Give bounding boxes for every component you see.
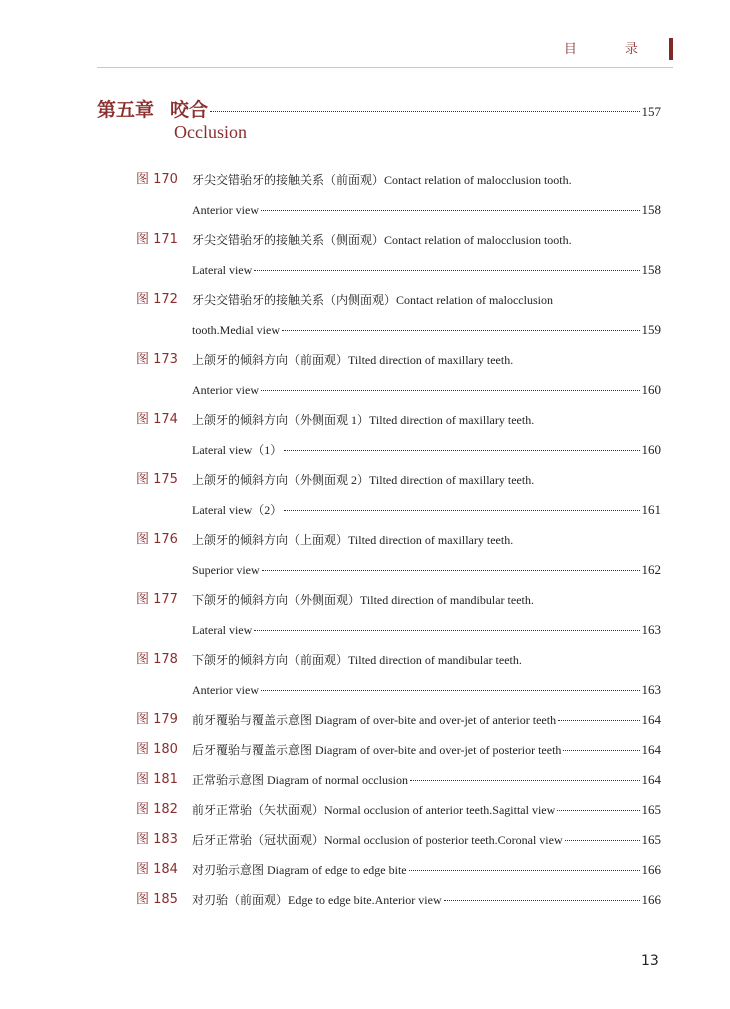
dot-leader — [563, 750, 639, 751]
entry-page: 162 — [641, 562, 661, 577]
entry-title: Lateral view — [192, 623, 253, 637]
entry-text-line — [192, 591, 661, 609]
entry-title: 牙尖交错骀牙的接触关系（前面观）Contact relation of malocclusion tooth. — [192, 173, 572, 187]
figure-label: 图 170 — [136, 172, 178, 187]
dot-leader — [261, 690, 640, 691]
entry-title: Anterior view — [192, 203, 259, 217]
toc-entry-line[interactable] — [0, 561, 730, 591]
entry-title: 前牙覆骀与覆盖示意图 Diagram of over-bite and over-jet of anterior teeth — [192, 713, 557, 727]
figure-label: 图 171 — [136, 232, 178, 247]
dot-leader — [565, 840, 640, 841]
entry-text-line — [192, 471, 661, 489]
toc-entry-line[interactable] — [0, 831, 730, 861]
entry-title: 正常骀示意图 Diagram of normal occlusion — [192, 773, 408, 787]
toc-entry-line[interactable] — [0, 291, 730, 321]
entry-text-line — [192, 411, 661, 429]
toc-entry-line[interactable] — [0, 621, 730, 651]
entry-title: 上颌牙的倾斜方向（上面观）Tilted direction of maxillary teeth. — [192, 533, 514, 547]
toc-entry-line[interactable] — [0, 201, 730, 231]
toc-entry-line[interactable] — [0, 891, 730, 921]
entry-title: 下颌牙的倾斜方向（前面观）Tilted direction of mandibular teeth. — [192, 653, 522, 667]
entry-title: 上颌牙的倾斜方向（前面观）Tilted direction of maxillary teeth. — [192, 353, 514, 367]
dot-leader — [261, 210, 640, 211]
entry-text-line — [192, 231, 661, 249]
entry-page: 164 — [641, 712, 661, 727]
entry-page: 163 — [641, 622, 661, 637]
entry-text-line — [192, 261, 661, 279]
toc-entry-line[interactable] — [0, 711, 730, 741]
entry-text-line — [192, 801, 661, 819]
toc-entry-line[interactable] — [0, 681, 730, 711]
chapter-title-cn: 咬合 — [170, 100, 209, 121]
figure-label: 图 176 — [136, 532, 178, 547]
figure-label: 图 182 — [136, 802, 178, 817]
toc-entry-line[interactable] — [0, 351, 730, 381]
page-number: 13 — [641, 953, 659, 969]
figure-label: 图 181 — [136, 772, 178, 787]
dot-leader — [282, 330, 640, 331]
entry-page: 161 — [641, 502, 661, 517]
entry-title: 上颌牙的倾斜方向（外侧面观 2）Tilted direction of maxillary teeth. — [192, 473, 535, 487]
entry-text-line — [192, 201, 661, 219]
entry-text-line — [192, 291, 661, 309]
entry-page: 164 — [641, 772, 661, 787]
toc-entry-line[interactable] — [0, 261, 730, 291]
figure-label: 图 178 — [136, 652, 178, 667]
chapter-number: 第五章 — [97, 100, 155, 121]
entry-text-line — [192, 771, 661, 789]
entry-title: 对刃骀示意图 Diagram of edge to edge bite — [192, 863, 407, 877]
toc-entry-line[interactable] — [0, 651, 730, 681]
entry-page: 164 — [641, 742, 661, 757]
entry-text-line — [192, 681, 661, 699]
figure-label: 图 172 — [136, 292, 178, 307]
entry-title: 对刃骀（前面观）Edge to edge bite.Anterior view — [192, 893, 442, 907]
entry-title: Lateral view（2） — [192, 503, 283, 517]
header-title: 目 录 — [563, 42, 660, 57]
header-accent-bar — [669, 38, 673, 60]
entry-title: 后牙正常骀（冠状面观）Normal occlusion of posterior teeth.Coronal view — [192, 833, 563, 847]
entry-title: Lateral view — [192, 263, 253, 277]
toc-entry-line[interactable] — [0, 801, 730, 831]
entry-text-line — [192, 531, 661, 549]
entry-title: 牙尖交错骀牙的接触关系（内侧面观）Contact relation of malocclusion — [192, 293, 553, 307]
entry-text-line — [192, 711, 661, 729]
header-divider — [97, 67, 673, 68]
figure-label: 图 183 — [136, 832, 178, 847]
entry-text-line — [192, 831, 661, 849]
entry-title: Superior view — [192, 563, 260, 577]
dot-leader — [444, 900, 640, 901]
dot-leader — [557, 810, 639, 811]
entry-page: 158 — [641, 202, 661, 217]
entry-page: 159 — [641, 322, 661, 337]
toc-entry-line[interactable] — [0, 501, 730, 531]
entry-page: 160 — [641, 382, 661, 397]
toc-entry-line[interactable] — [0, 381, 730, 411]
entry-title: 前牙正常骀（矢状面观）Normal occlusion of anterior teeth.Sagittal view — [192, 803, 556, 817]
entry-text-line — [192, 621, 661, 639]
figure-label: 图 179 — [136, 712, 178, 727]
toc-entry-line[interactable] — [0, 171, 730, 201]
figure-label: 图 173 — [136, 352, 178, 367]
toc-entry-line[interactable] — [0, 591, 730, 621]
toc-entry-line[interactable] — [0, 741, 730, 771]
entry-page: 158 — [641, 262, 661, 277]
entry-page: 166 — [641, 862, 661, 877]
dot-leader — [410, 780, 640, 781]
toc-entry-line[interactable] — [0, 531, 730, 561]
dot-leader — [558, 720, 639, 721]
entry-title: 牙尖交错骀牙的接触关系（侧面观）Contact relation of malocclusion tooth. — [192, 233, 572, 247]
chapter-heading[interactable] — [97, 95, 661, 121]
dot-leader — [262, 570, 640, 571]
entry-title: 下颌牙的倾斜方向（外侧面观）Tilted direction of mandibular teeth. — [192, 593, 534, 607]
dot-leader — [261, 390, 640, 391]
dot-leader — [210, 111, 639, 112]
toc-entry-line[interactable] — [0, 411, 730, 441]
entry-text-line — [192, 651, 661, 669]
figure-label: 图 174 — [136, 412, 178, 427]
figure-label: 图 177 — [136, 592, 178, 607]
entry-title: Anterior view — [192, 683, 259, 697]
entry-text-line — [192, 741, 661, 759]
entry-page: 165 — [641, 802, 661, 817]
entry-text-line — [192, 381, 661, 399]
entry-text-line — [192, 561, 661, 579]
entry-text-line — [192, 351, 661, 369]
entry-text-line — [192, 321, 661, 339]
entry-title: tooth.Medial view — [192, 323, 280, 337]
toc-entries — [0, 171, 730, 921]
entry-text-line — [192, 441, 661, 459]
entry-text-line — [192, 171, 661, 189]
entry-title: Lateral view（1） — [192, 443, 283, 457]
dot-leader — [284, 510, 639, 511]
chapter-title-en: Occlusion — [174, 122, 247, 142]
entry-page: 160 — [641, 442, 661, 457]
entry-text-line — [192, 501, 661, 519]
dot-leader — [409, 870, 640, 871]
entry-text-line — [192, 891, 661, 909]
entry-page: 165 — [641, 832, 661, 847]
figure-label: 图 184 — [136, 862, 178, 877]
entry-title: 上颌牙的倾斜方向（外侧面观 1）Tilted direction of maxillary teeth. — [192, 413, 535, 427]
dot-leader — [284, 450, 639, 451]
dot-leader — [254, 630, 639, 631]
entry-page: 166 — [641, 892, 661, 907]
toc-entry-line[interactable] — [0, 231, 730, 261]
toc-entry-line[interactable] — [0, 861, 730, 891]
toc-entry-line[interactable] — [0, 471, 730, 501]
entry-page: 163 — [641, 682, 661, 697]
entry-text-line — [192, 861, 661, 879]
figure-label: 图 185 — [136, 892, 178, 907]
entry-title: 后牙覆骀与覆盖示意图 Diagram of over-bite and over-jet of posterior teeth — [192, 743, 562, 757]
toc-entry-line[interactable] — [0, 321, 730, 351]
chapter-page: 157 — [641, 104, 661, 119]
dot-leader — [254, 270, 639, 271]
figure-label: 图 175 — [136, 472, 178, 487]
entry-title: Anterior view — [192, 383, 259, 397]
figure-label: 图 180 — [136, 742, 178, 757]
toc-entry-line[interactable] — [0, 441, 730, 471]
toc-entry-line[interactable] — [0, 771, 730, 801]
